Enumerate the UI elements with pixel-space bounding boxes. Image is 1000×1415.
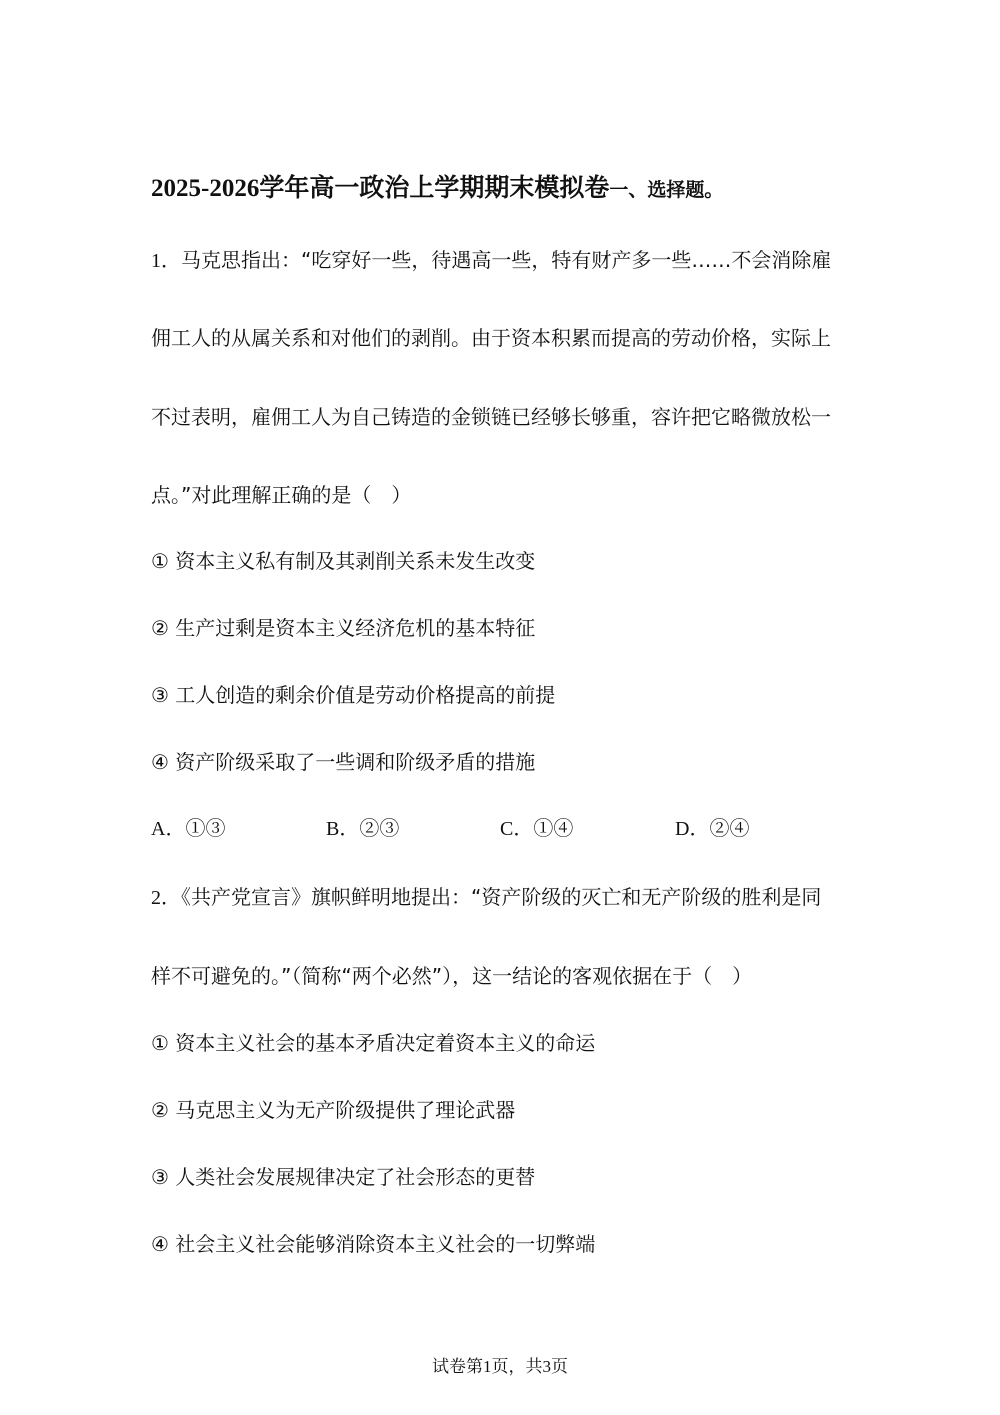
question-1-statement-2: ② 生产过剩是资本主义经济危机的基本特征 <box>151 616 536 640</box>
question-2-stem-line-2: 样不可避免的。”（简称“两个必然”），这一结论的客观依据在于（ ） <box>151 964 753 988</box>
question-2-statement-1: ① 资本主义社会的基本矛盾决定着资本主义的命运 <box>151 1031 596 1055</box>
choice-d[interactable]: D．②④ <box>675 818 750 840</box>
section-heading: 一、选择题。 <box>609 180 724 201</box>
question-2-stem-line-1: 2．《共产党宣言》旗帜鲜明地提出：“资产阶级的灭亡和无产阶级的胜利是同 <box>151 885 822 909</box>
choice-b[interactable]: B．②③ <box>326 818 400 840</box>
question-2-statement-3: ③ 人类社会发展规律决定了社会形态的更替 <box>151 1165 536 1189</box>
question-1-statement-4: ④ 资产阶级采取了一些调和阶级矛盾的措施 <box>151 750 536 774</box>
question-1-stem-line-4: 点。”对此理解正确的是（ ） <box>151 483 412 507</box>
question-2-number: 2． <box>151 887 181 909</box>
choice-c[interactable]: C．①④ <box>500 818 574 840</box>
question-1-choices <box>151 812 851 844</box>
page-title <box>151 168 723 204</box>
question-1-stem-line-3: 不过表明，雇佣工人为自己铸造的金锁链已经够长够重，容许把它略微放松一 <box>151 405 831 429</box>
page-footer: 试卷第1页，共3页 <box>432 1357 568 1376</box>
exam-title: 2025-2026学年高一政治上学期期末模拟卷 <box>151 175 610 202</box>
question-1-statement-1: ① 资本主义私有制及其剥削关系未发生改变 <box>151 549 536 573</box>
choice-a[interactable]: A．①③ <box>151 818 226 840</box>
question-1-stem-line-1: 1．马克思指出：“吃穿好一些，待遇高一些，特有财产多一些……不会消除雇 <box>151 248 832 272</box>
question-1-stem-line-2: 佣工人的从属关系和对他们的剥削。由于资本积累而提高的劳动价格，实际上 <box>151 326 831 350</box>
question-1-number: 1． <box>151 250 181 272</box>
question-2-statement-2: ② 马克思主义为无产阶级提供了理论武器 <box>151 1098 516 1122</box>
question-1-statement-3: ③ 工人创造的剩余价值是劳动价格提高的前提 <box>151 683 556 707</box>
question-2-statement-4: ④ 社会主义社会能够消除资本主义社会的一切弊端 <box>151 1232 596 1256</box>
